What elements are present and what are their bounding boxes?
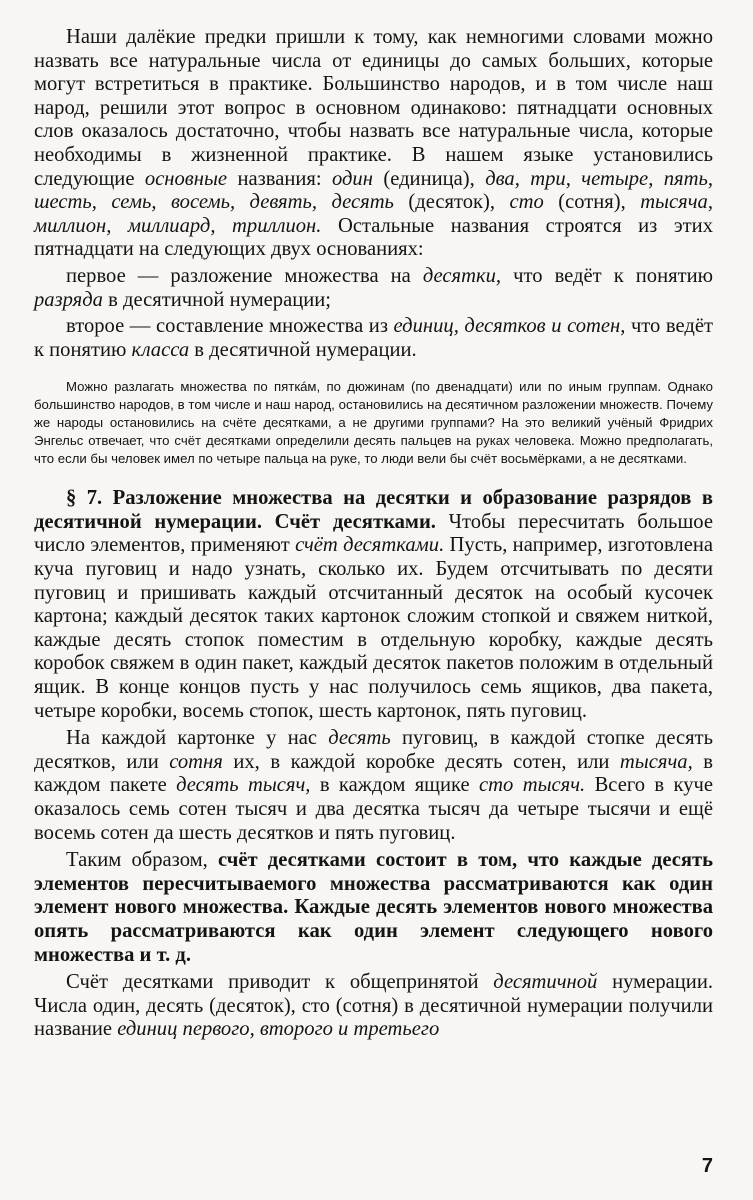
page-number: 7 [701, 1155, 713, 1177]
paragraph-buttons-count [34, 727, 713, 845]
text-run: Таким образом, [66, 849, 218, 872]
italic-term: сто тысяч. [479, 774, 586, 797]
section-7-paragraph [34, 487, 713, 723]
text-run: (сотня), [543, 191, 641, 214]
text-run: названия: [227, 167, 332, 190]
italic-term: разряда [34, 288, 103, 311]
text-run: нумерации. Числа один, десять (десяток), сто (сотня) в десятичной нумерации получили название [34, 971, 713, 1041]
section-heading: § 7. Разложение множества на десятки и образование разрядов в десятичной нумерации. Счёт десятками. [34, 487, 713, 533]
paragraph-first-basis [34, 265, 713, 312]
italic-term: два, три, четыре, пять, шесть, семь, восемь, девять, десять [34, 167, 714, 214]
bold-definition: счёт десятками состоит в том, что каждые десять элементов пересчитываемого множества рассматриваются как один элемент нового множества. Каждые десять элементов нового множества опять рассматриваются как один элемент следующего нового множества и т. д. [34, 849, 714, 966]
text-run: На каждой картонке у нас [66, 727, 329, 750]
italic-term: класса [131, 338, 190, 361]
italic-term: сто [509, 191, 544, 214]
italic-term: десятки, [422, 264, 502, 287]
text-run: Пусть, например, изготовлена куча пуговиц и надо узнать, сколько их. Будем отсчитывать по десяти пуговиц и пришивать каждый отсчитанный десяток на особый кусочек картона; каждый десяток таких картонок сложим стопкой и свяжем ниткой, каждые десять стопок поместим в отдельную коробку, каждые десять коробок свяжем в один пакет, каждый десяток пакетов положим в отдельный ящик. В конце концов пусть у нас получилось семь ящиков, два пакета, четыре коробки, восемь стопок, шесть картонок, пять пуговиц. [34, 534, 714, 722]
text-run: Наши далёкие предки пришли к тому, как немногими словами можно назвать все натуральные числа от единицы до самых больших, которые могут встретиться в практике. Большинство народов, и в том числе наш народ, решили этот вопрос в основном одинаково: пятнадцати основных слов оказалось достаточно, чтобы назвать все натуральные числа, которые необходимы в жизненной практике. В нашем языке установились следующие [34, 26, 713, 190]
text-run: Всего в куче оказалось семь сотен тысяч и два десятка тысяч да четыре тысячи и ещё восемь сотен да шесть десятков и пять пуговиц. [34, 774, 713, 844]
paragraph-definition [34, 849, 713, 967]
italic-term: тысяча, [619, 750, 693, 773]
text-run: (десяток), [393, 191, 510, 214]
italic-term: десятичной [493, 971, 598, 994]
paragraph-decimal-numeration [34, 971, 713, 1042]
paragraph-second-basis [34, 315, 713, 362]
text-run: (единица), [372, 167, 486, 190]
text-run: Счёт десятками приводит к общепринятой [66, 971, 494, 994]
italic-term: десять [328, 727, 391, 750]
text-run: второе — составление множества из [66, 315, 394, 338]
italic-term: единиц первого, второго и третьего [117, 1018, 440, 1041]
text-run: в каждом пакете [34, 750, 713, 797]
italic-term: десять тысяч, [176, 774, 311, 797]
italic-term: единиц, десятков и сотен, [393, 315, 626, 338]
text-run: в десятичной нумерации. [189, 338, 417, 361]
italic-term: тысяча, миллион, миллиард, триллион. [34, 191, 713, 237]
footnote-remark: Можно разлагать множества по пяткáм, по дюжинам (по двенадцати) или по иным группам. Однако большинство народов, в том числе и наш народ, остановились на десятичном разложении множеств. Почему же народы остановились на счёте десятками, а не другими группами? На это великий учёный Фридрих Энгельс отвечает, что счёт десятками определили десять пальцев на руках человека. Можно предполагать, что если бы человек имел по четыре пальца на руке, то люди вели бы счёт восьмёрками, а не десятками. [34, 379, 713, 466]
text-run: в каждом ящике [310, 774, 480, 797]
italic-term: сотня [169, 750, 223, 773]
text-run: их, в каждой коробке десять сотен, или [222, 750, 620, 773]
paragraph-intro [34, 26, 713, 262]
text-run: в десятичной нумерации; [102, 288, 332, 311]
text-run: что ведёт к понятию [501, 264, 713, 287]
text-run: Остальные названия строятся из этих пятнадцати на следующих двух основаниях: [34, 214, 713, 261]
italic-term: счёт десятками. [295, 534, 445, 557]
text-run: что ведёт к понятию [34, 315, 713, 361]
italic-term: основные [144, 167, 228, 190]
italic-term: один [331, 167, 373, 190]
text-run: первое — разложение множества на [66, 264, 423, 287]
text-run: Чтобы пересчитать большое число элементов, применяют [34, 510, 713, 557]
text-run: пуговиц, в каждой стопке десять десятков, или [34, 727, 713, 773]
